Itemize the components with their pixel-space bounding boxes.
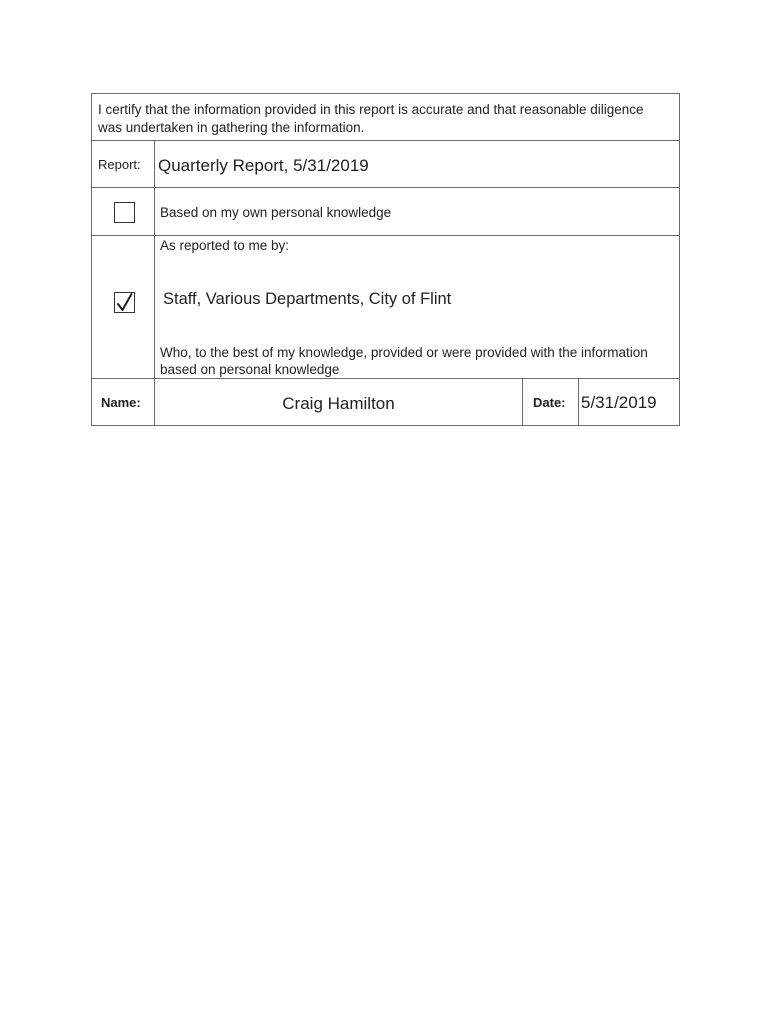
checkmark-icon	[116, 293, 134, 313]
divider	[154, 140, 155, 187]
divider	[92, 140, 679, 141]
date-label: Date:	[533, 395, 566, 410]
report-value[interactable]: Quarterly Report, 5/31/2019	[158, 156, 369, 175]
reported-by-note: Who, to the best of my knowledge, provided or were provided with the information based on personal knowledge	[160, 345, 648, 377]
divider	[92, 187, 679, 188]
name-label: Name:	[101, 395, 141, 410]
name-value[interactable]: Craig Hamilton	[282, 394, 395, 413]
divider	[578, 378, 579, 426]
reported-by-label: As reported to me by:	[160, 238, 290, 253]
date-value[interactable]: 5/31/2019	[581, 393, 657, 412]
divider	[92, 235, 679, 236]
reported-by-checkbox[interactable]	[114, 292, 135, 313]
report-label: Report:	[98, 157, 141, 172]
certification-statement: I certify that the information provided in this report is accurate and that reasonable diligence was undertaken in gathering the information.	[98, 102, 644, 135]
personal-knowledge-label: Based on my own personal knowledge	[160, 205, 392, 220]
certification-form	[91, 93, 680, 426]
divider	[154, 187, 155, 378]
personal-knowledge-checkbox[interactable]	[114, 202, 135, 223]
reported-by-source[interactable]: Staff, Various Departments, City of Flint	[163, 290, 452, 308]
divider	[522, 378, 523, 426]
divider	[92, 378, 679, 379]
